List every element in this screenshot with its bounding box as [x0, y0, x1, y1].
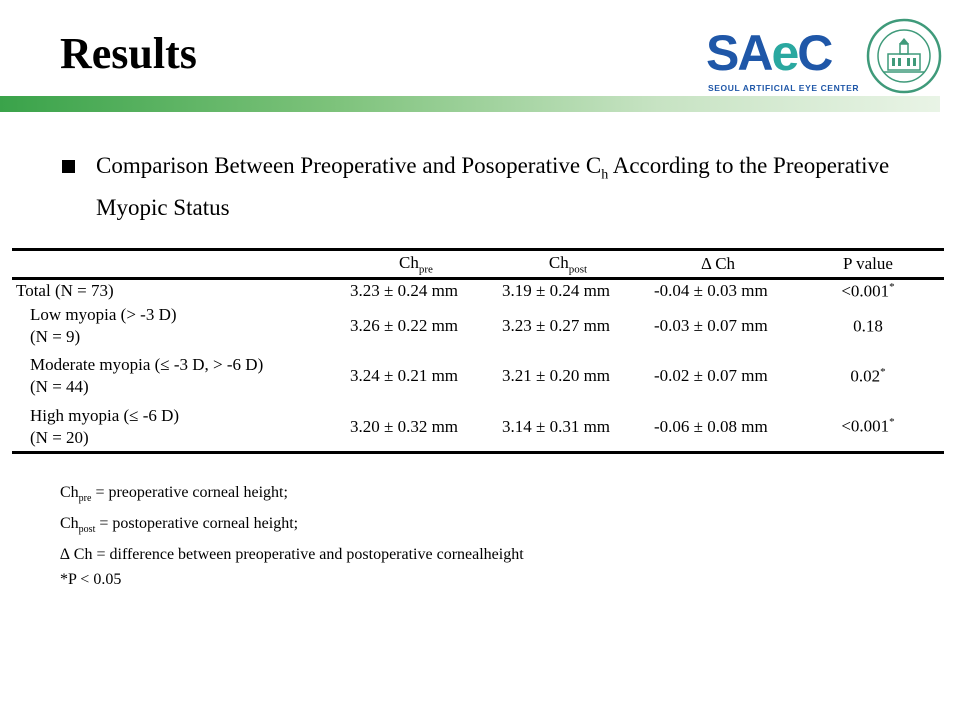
bullet-square-icon	[62, 160, 75, 173]
footnote-significance: *P < 0.05	[60, 571, 122, 589]
ch-pre-value: 3.24 ± 0.21 mm	[350, 366, 459, 386]
bullet-heading	[62, 150, 902, 224]
row-label: Total (N = 73)	[16, 281, 114, 301]
header-delta-ch: Δ Ch	[700, 254, 736, 274]
row-label: Low myopia (> -3 D) (N = 9)	[30, 305, 177, 347]
results-table	[12, 248, 944, 454]
row-label: High myopia (≤ -6 D) (N = 20)	[30, 405, 180, 447]
table-row	[12, 402, 944, 452]
header-empty	[12, 250, 340, 279]
hospital-seal-icon	[866, 18, 942, 94]
header-ch-post: $Ch_{post}$	[548, 253, 588, 276]
footnote-ch-post: $Ch_{post}$ = postoperative corneal height;	[60, 515, 299, 536]
delta-ch-value: -0.06 ± 0.08 mm	[654, 416, 768, 436]
saec-logo-wordmark: SAeC	[706, 25, 832, 81]
table-row	[12, 279, 944, 303]
delta-ch-value: -0.04 ± 0.03 mm	[654, 281, 768, 301]
table-row	[12, 302, 944, 350]
p-value: 0.02*	[850, 366, 886, 386]
ch-post-value: 3.21 ± 0.20 mm	[502, 366, 611, 386]
header-p-value: P value	[843, 254, 893, 274]
results-table-wrap	[12, 248, 944, 454]
header-ch-pre: $Ch_{pre}$	[399, 253, 433, 276]
table-row	[12, 350, 944, 402]
p-value: <0.001*	[841, 416, 895, 436]
page-title: Results	[60, 29, 197, 78]
saec-logo-subtitle: SEOUL ARTIFICIAL EYE CENTER	[708, 83, 860, 93]
ch-post-value: 3.14 ± 0.31 mm	[502, 416, 611, 436]
delta-ch-value: -0.03 ± 0.07 mm	[654, 316, 768, 336]
ch-pre-value: 3.26 ± 0.22 mm	[350, 316, 459, 336]
footnote-ch-pre: $Ch_{pre}$ = preoperative corneal height;	[60, 484, 288, 505]
ch-post-value: 3.19 ± 0.24 mm	[502, 281, 611, 301]
footnote-delta-ch: ∆ Ch = difference between preoperative and postoperative cornealheight	[60, 546, 524, 564]
title-accent-bar	[0, 96, 940, 112]
table-footnotes	[60, 480, 524, 592]
ch-pre-value: 3.20 ± 0.32 mm	[350, 416, 459, 436]
delta-ch-value: -0.02 ± 0.07 mm	[654, 366, 768, 386]
ch-pre-value: 3.23 ± 0.24 mm	[350, 281, 459, 301]
bullet-text: Comparison Between Preoperative and Posoperative $C_h$ According to the Preoperative Myopic Status	[96, 153, 890, 220]
p-value: 0.18	[853, 316, 883, 336]
ch-post-value: 3.23 ± 0.27 mm	[502, 316, 611, 336]
table-header-row	[12, 250, 944, 279]
saec-logo	[706, 25, 860, 94]
row-label: Moderate myopia (≤ -3 D, > -6 D) (N = 44)	[30, 355, 264, 397]
p-value: <0.001*	[841, 281, 895, 301]
